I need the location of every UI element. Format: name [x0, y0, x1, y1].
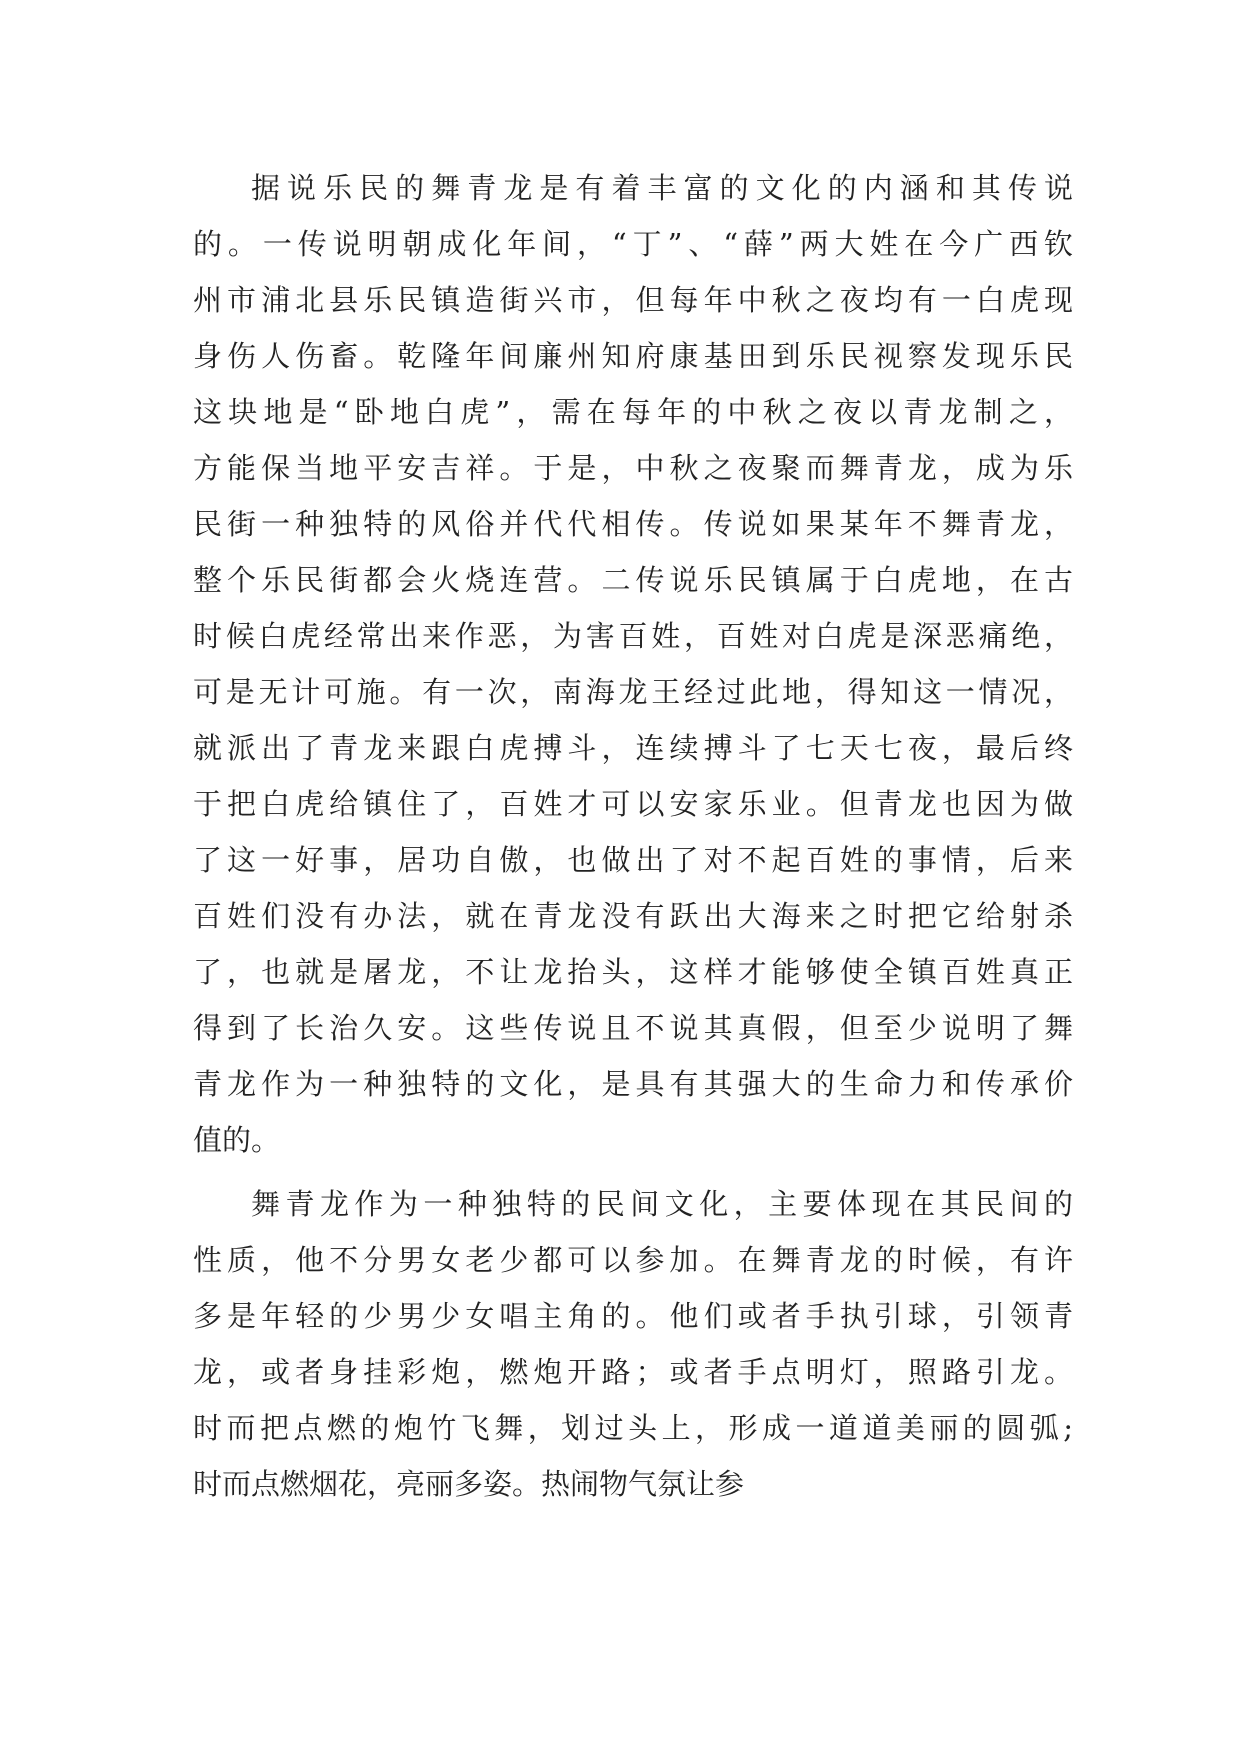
text-line: 百姓们没有办法，就在青龙没有跃出大海来之时把它给射杀 — [193, 899, 1073, 933]
text-line: 就派出了青龙来跟白虎搏斗，连续搏斗了七天七夜，最后终 — [193, 731, 1073, 765]
text-line: 性质，他不分男女老少都可以参加。在舞青龙的时候，有许 — [193, 1243, 1073, 1277]
text-line: 值的。 — [193, 1123, 281, 1157]
text-line: 舞青龙作为一种独特的民间文化，主要体现在其民间的 — [251, 1187, 1073, 1221]
text-line: 这块地是“卧地白虎”，需在每年的中秋之夜以青龙制之， — [193, 395, 1073, 429]
text-line: 于把白虎给镇住了，百姓才可以安家乐业。但青龙也因为做 — [193, 787, 1073, 821]
paragraph-1 — [193, 160, 1073, 1168]
text-line: 可是无计可施。有一次，南海龙王经过此地，得知这一情况， — [193, 675, 1073, 709]
text-line: 得到了长治久安。这些传说且不说其真假，但至少说明了舞 — [193, 1011, 1073, 1045]
text-line: 时而点燃烟花，亮丽多姿。热闹物气氛让参 — [193, 1467, 745, 1501]
text-line: 据说乐民的舞青龙是有着丰富的文化的内涵和其传说 — [251, 171, 1073, 205]
text-line: 龙，或者身挂彩炮，燃炮开路；或者手点明灯，照路引龙。 — [193, 1355, 1073, 1389]
text-line: 时候白虎经常出来作恶，为害百姓，百姓对白虎是深恶痛绝， — [193, 619, 1073, 653]
text-line: 多是年轻的少男少女唱主角的。他们或者手执引球，引领青 — [193, 1299, 1073, 1333]
text-line: 身伤人伤畜。乾隆年间廉州知府康基田到乐民视察发现乐民 — [193, 339, 1073, 373]
text-line: 的。一传说明朝成化年间，“丁”、“薛”两大姓在今广西钦 — [193, 227, 1073, 261]
text-line: 整个乐民街都会火烧连营。二传说乐民镇属于白虎地，在古 — [193, 563, 1073, 597]
text-line: 民街一种独特的风俗并代代相传。传说如果某年不舞青龙， — [193, 507, 1073, 541]
text-line: 了，也就是屠龙，不让龙抬头，这样才能够使全镇百姓真正 — [193, 955, 1073, 989]
text-line: 方能保当地平安吉祥。于是，中秋之夜聚而舞青龙，成为乐 — [193, 451, 1073, 485]
text-line: 青龙作为一种独特的文化，是具有其强大的生命力和传承价 — [193, 1067, 1073, 1101]
text-line: 州市浦北县乐民镇造街兴市，但每年中秋之夜均有一白虎现 — [193, 283, 1073, 317]
text-line: 时而把点燃的炮竹飞舞，划过头上，形成一道道美丽的圆弧; — [193, 1411, 1073, 1445]
text-line: 了这一好事，居功自傲，也做出了对不起百姓的事情，后来 — [193, 843, 1073, 877]
paragraph-2 — [193, 1176, 1073, 1512]
body-text — [193, 160, 1073, 1512]
